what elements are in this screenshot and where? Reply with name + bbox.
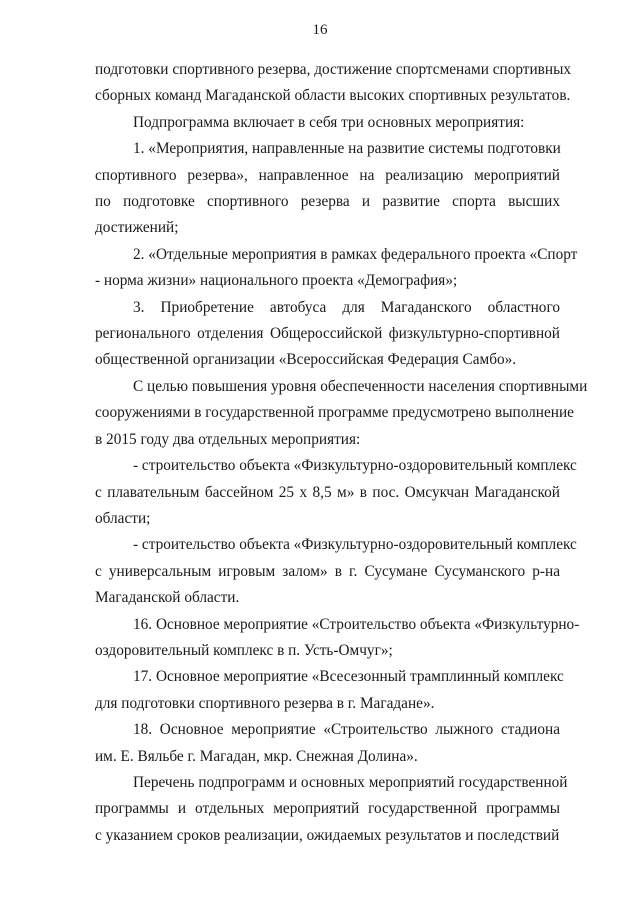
text-line: Подпрограмма включает в себя три основных мероприятия: [133, 113, 525, 131]
text-line: с плавательным бассейном 25 х 8,5 м» в пос. Омсукчан Магаданской [95, 483, 560, 501]
text-line: 2. «Отдельные мероприятия в рамках федерального проекта «Спорт [133, 245, 578, 263]
text-line: сооружениями в государственной программе предусмотрено выполнение [95, 404, 574, 422]
paragraph [95, 242, 578, 295]
document-body [95, 57, 588, 849]
text-line: с универсальным игровым залом» в г. Сусумане Сусуманского р-на [95, 562, 560, 580]
paragraph [95, 295, 560, 374]
paragraph [95, 57, 572, 110]
text-line: по подготовке спортивного резерва и развитие спорта высших [95, 193, 560, 211]
text-line: С целью повышения уровня обеспеченности населения спортивными [133, 377, 588, 395]
page-number: 16 [312, 22, 328, 38]
paragraph [95, 770, 568, 849]
paragraph [95, 664, 564, 717]
text-line: подготовки спортивного резерва, достижение спортсменами спортивных [95, 61, 572, 78]
text-line: с указанием сроков реализации, ожидаемых результатов и последствий [95, 826, 560, 844]
text-line: Перечень подпрограмм и основных мероприятий государственной [133, 773, 568, 791]
text-line: 16. Основное мероприятие «Строительство объекта «Физкультурно- [133, 615, 580, 633]
text-line: спортивного резерва», направленное на реализацию мероприятий [95, 166, 560, 184]
text-line: регионального отделения Общероссийской физкультурно-спортивной [95, 325, 560, 343]
text-line: общественной организации «Всероссийская Федерация Самбо». [95, 351, 517, 369]
text-line: - строительство объекта «Физкультурно-оздоровительный комплекс [133, 536, 577, 554]
text-line: в 2015 году два отдельных мероприятия: [95, 430, 361, 448]
text-line: 17. Основное мероприятие «Всесезонный трамплинный комплекс [133, 668, 564, 686]
paragraph [95, 453, 577, 532]
text-line: для подготовки спортивного резерва в г. Магадане». [95, 694, 435, 712]
text-line: оздоровительный комплекс в п. Усть-Омчуг»; [95, 641, 393, 659]
text-line: программы и отдельных мероприятий государственной программы [95, 800, 560, 818]
text-line: достижений; [95, 219, 179, 237]
text-line: - норма жизни» национального проекта «Демография»; [95, 272, 458, 290]
text-line: сборных команд Магаданской области высоких спортивных результатов. [95, 87, 571, 105]
text-line: области; [95, 509, 151, 527]
text-line: 18. Основное мероприятие «Строительство лыжного стадиона [133, 721, 560, 739]
paragraph [95, 136, 560, 242]
paragraph [95, 532, 577, 611]
text-line: 1. «Мероприятия, направленные на развитие системы подготовки [133, 140, 561, 158]
paragraph [95, 717, 560, 770]
text-line: 3. Приобретение автобуса для Магаданского областного [133, 298, 560, 316]
paragraph [95, 374, 588, 453]
paragraph [95, 612, 580, 665]
text-line: им. Е. Вяльбе г. Магадан, мкр. Снежная Долина». [95, 747, 418, 765]
text-line: Магаданской области. [95, 589, 240, 607]
paragraph [95, 110, 560, 136]
text-line: - строительство объекта «Физкультурно-оздоровительный комплекс [133, 457, 577, 475]
